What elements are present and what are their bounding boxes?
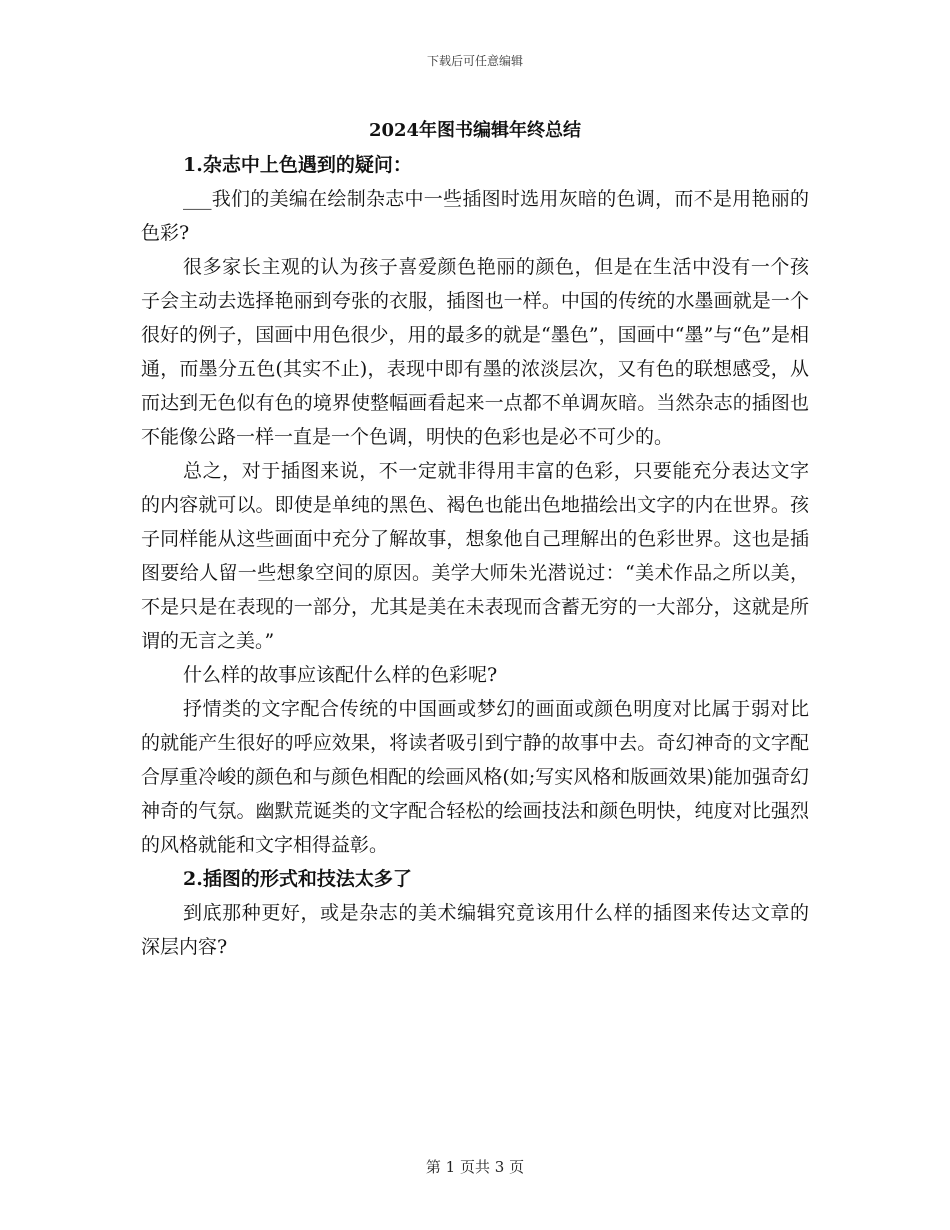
document-title: 2024年图书编辑年终总结 [368, 120, 582, 141]
paragraph-1: ___我们的美编在绘制杂志中一些插图时选用灰暗的色调，而不是用艳丽的色彩? [141, 188, 809, 244]
paragraph-2: 很多家长主观的认为孩子喜爱颜色艳丽的颜色，但是在生活中没有一个孩子会主动去选择艳丽到夸张的衣服，插图也一样。中国的传统的水墨画就是一个很好的例子，国画中用色很少，用的最多的就是“墨色”，国画中“墨”与“色”是相通，而墨分五色(其实不止)，表现中即有墨的浓淡层次，又有色的联想感受，从而达到无色似有色的境界使整幅画看起来一点都不单调灰暗。当然杂志的插图也不能像公路一样一直是一个色调，明快的色彩也是必不可少的。 [141, 256, 809, 448]
section-heading-2: 2.插图的形式和技法太多了 [183, 868, 412, 890]
paragraph-4: 什么样的故事应该配什么样的色彩呢? [183, 664, 498, 686]
section-heading-1: 1.杂志中上色遇到的疑问： [183, 154, 412, 176]
paragraph-6: 到底那种更好，或是杂志的美术编辑究竟该用什么样的插图来传达文章的深层内容? [141, 902, 809, 958]
page-number: 第 1 页共 3 页 [425, 1158, 525, 1176]
download-note: 下载后可任意编辑 [426, 54, 523, 68]
paragraph-3: 总之，对于插图来说，不一定就非得用丰富的色彩，只要能充分表达文字的内容就可以。即使是单纯的黑色、褐色也能出色地描绘出文字的内在世界。孩子同样能从这些画面中充分了解故事，想象他自己理解出的色彩世界。这也是插图要给人留一些想象空间的原因。美学大师朱光潜说过：“美术作品之所以美，不是只是在表现的一部分，尤其是美在未表现而含蓄无穷的一大部分，这就是所谓的无言之美。” [141, 460, 809, 652]
document-body [141, 148, 809, 964]
paragraph-5: 抒情类的文字配合传统的中国画或梦幻的画面或颜色明度对比属于弱对比的就能产生很好的呼应效果，将读者吸引到宁静的故事中去。奇幻神奇的文字配合厚重冷峻的颜色和与颜色相配的绘画风格(如;写实风格和版画效果)能加强奇幻神奇的气氛。幽默荒诞类的文字配合轻松的绘画技法和颜色明快，纯度对比强烈的风格就能和文字相得益彰。 [141, 698, 809, 856]
